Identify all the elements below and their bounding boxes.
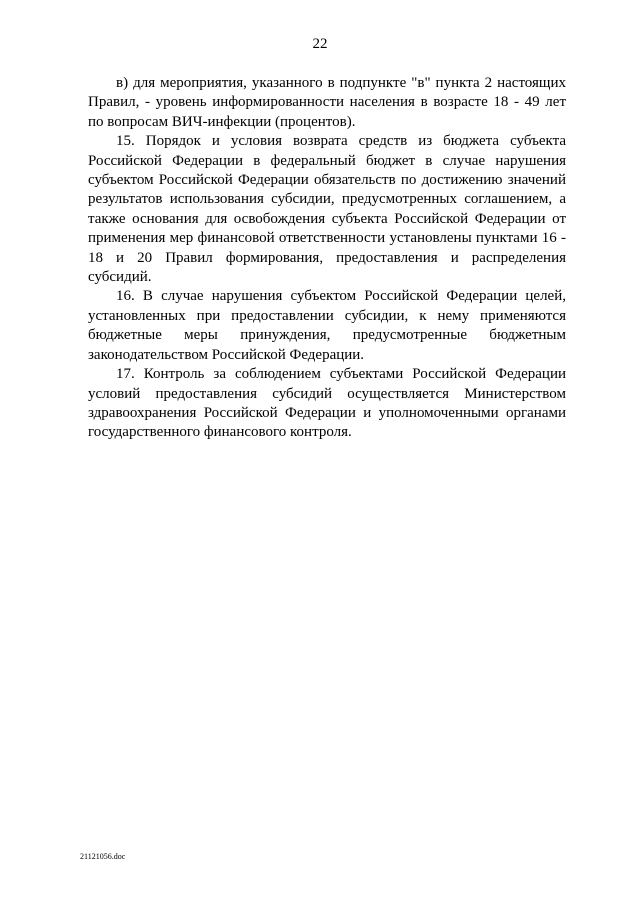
paragraph-item-v: в) для мероприятия, указанного в подпункте "в" пункта 2 настоящих Правил, - уровень информированности населения в возрасте 18 - 49 лет по вопросам ВИЧ-инфекции (процентов). — [88, 75, 566, 130]
paragraph-16: 16. В случае нарушения субъектом Российской Федерации целей, установленных при предоставлении субсидии, к нему применяются бюджетные меры принуждения, предусмотренные бюджетным законодательством Российской Федерации. — [88, 288, 566, 363]
document-body — [88, 74, 566, 443]
paragraph-17: 17. Контроль за соблюдением субъектами Российской Федерации условий предоставления субсидий осуществляется Министерством здравоохранения Российской Федерации и уполномоченными органами государственного финансового контроля. — [88, 366, 566, 441]
page-number: 22 — [312, 36, 328, 52]
paragraph-15: 15. Порядок и условия возврата средств из бюджета субъекта Российской Федерации в федеральный бюджет в случае нарушения субъектом Российской Федерации обязательств по достижению значений результатов использования субсидии, предусмотренных соглашением, а также основания для освобождения субъекта Российской Федерации от применения мер финансовой ответственности установлены пунктами 16 - 18 и 20 Правил формирования, предоставления и распределения субсидий. — [88, 133, 566, 286]
footer-file-reference: 21121056.doc — [80, 852, 126, 861]
